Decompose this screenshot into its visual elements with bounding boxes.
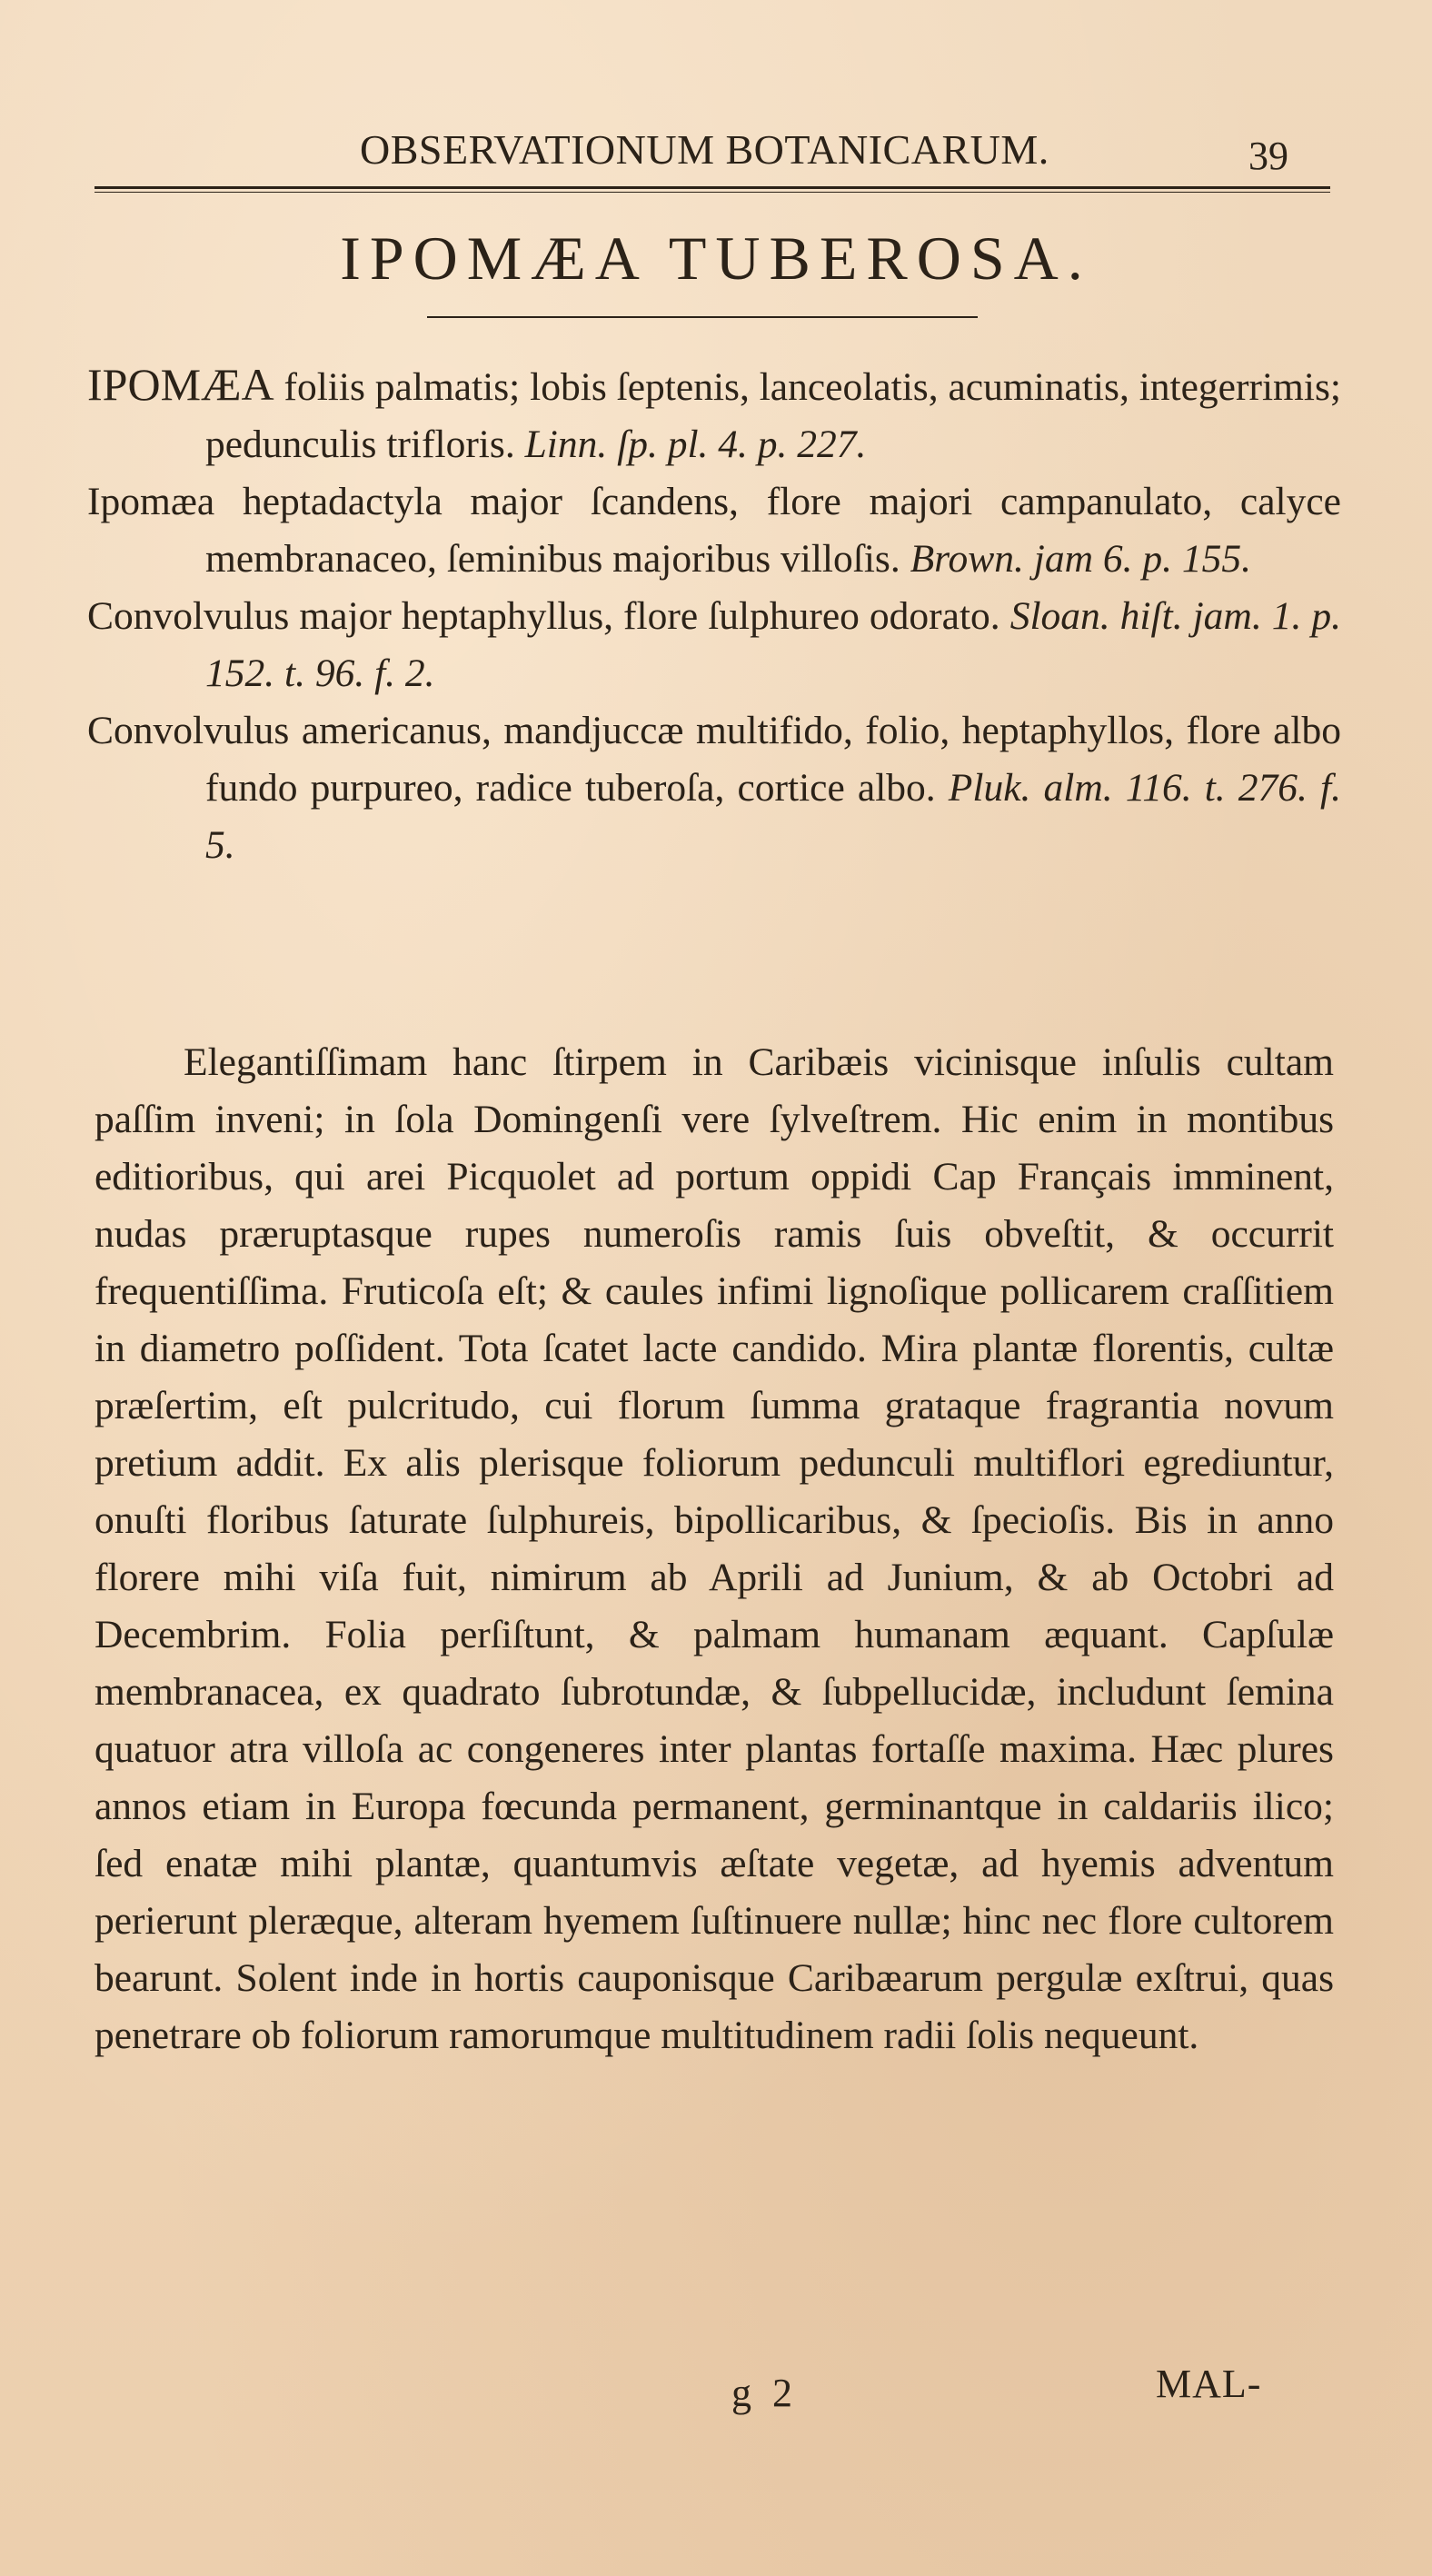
synonym-entry — [87, 588, 1341, 702]
synonym-entry — [87, 702, 1341, 874]
synonym-citation: Linn. ſp. pl. 4. p. 227. — [524, 423, 867, 466]
synonym-citation: Sloan. hiſt. jam. 1. p. 152. t. 96. f. 2. — [205, 594, 1341, 695]
synonym-list — [87, 356, 1341, 874]
synonym-citation: Pluk. alm. 116. t. 276. f. 5. — [205, 766, 1341, 867]
description-paragraph: Elegantiſſimam hanc ſtirpem in Caribæis vicinisque inſulis cultam paſſim inveni; in ſola Domingenſi vere ſylveſtrem. Hic enim in montibus editioribus, qui arei Picquolet ad portum oppidi Cap Français imminent, nudas præruptasque rupes numeroſis ramis ſuis obveſtit, & occurrit frequentiſſima. Fruticoſa eſt; & caules infimi lignoſique pollicarem craſſitiem in diametro poſſident. Tota ſcatet lacte candido. Mira plantæ florentis, cultæ præſertim, eſt pulcritudo, cui florum ſumma grataque fragrantia novum pretium addit. Ex alis plerisque foliorum pedunculi multiflori egrediuntur, onuſti floribus ſaturate ſulphureis, bipollicaribus, & ſpecioſis. Bis in anno florere mihi viſa fuit, nimirum ab Aprili ad Junium, & ab Octobri ad Decembrim. Folia perſiſtunt, & palmam humanam æquant. Capſulæ membranacea, ex quadrato ſubrotundæ, & ſubpellucidæ, includunt ſemina quatuor atra villoſa ac congeneres inter plantas fortaſſe maxima. Hæc plures annos etiam in Europa fœcunda permanent, germinantque in caldariis ilico; ſed enatæ mihi plantæ, quantumvis æſtate vegetæ, ad hyemis adventum perierunt pleræque, alteram hyemem ſuſtinuere nullæ; hinc nec flore cultorem bearunt. Solent inde in hortis cauponisque Caribæarum pergulæ exſtrui, quas penetrare ob foliorum ramorumque multitudinem radii ſolis nequeunt. — [94, 1040, 1334, 2057]
synonym-text: foliis palmatis; lobis ſeptenis, lanceolatis, acuminatis, integerrimis; pedunculis trifloris. — [205, 365, 1341, 466]
title-rule — [427, 316, 978, 318]
synonym-entry — [87, 473, 1341, 588]
signature-mark: g 2 — [731, 2371, 798, 2415]
header-rule — [94, 186, 1330, 193]
synonym-text: Convolvulus major heptaphyllus, flore ſulphureo odorato. — [87, 594, 1010, 638]
catchword: MAL- — [1156, 2362, 1262, 2406]
synonym-text: Convolvulus americanus, mandjuccæ multifido, folio, heptaphyllos, flore albo fundo purpureo, radice tuberoſa, cortice albo. — [87, 709, 1341, 810]
synonym-lead: IPOMÆA — [87, 359, 274, 410]
species-title: IPOMÆA TUBEROSA. — [340, 224, 1092, 293]
page-number: 39 — [1248, 134, 1288, 178]
running-head — [0, 125, 1432, 180]
synonym-entry — [87, 356, 1341, 473]
synonym-citation: Brown. jam 6. p. 155. — [910, 537, 1252, 581]
running-head-title: OBSERVATIONUM BOTANICARUM. — [360, 126, 1049, 173]
synonym-text: Ipomæa heptadactyla major ſcandens, flore majori campanulato, calyce membranaceo, ſeminibus majoribus villoſis. — [87, 480, 1341, 581]
